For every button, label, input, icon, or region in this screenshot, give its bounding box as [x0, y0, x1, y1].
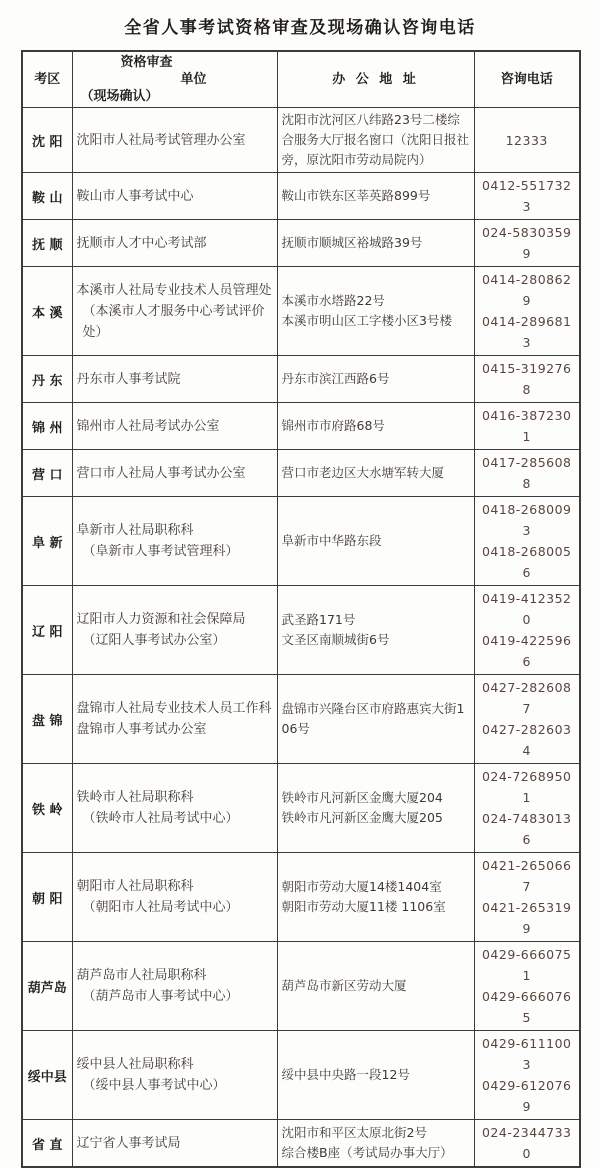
header-phone: 咨询电话	[474, 51, 580, 108]
region-cell: 营 口	[22, 450, 72, 497]
region-cell: 绥中县	[22, 1031, 72, 1120]
cell-line: 0419-4225966	[481, 633, 572, 669]
cell-line: 0429-6120769	[481, 1078, 572, 1114]
cell-line: 抚顺市人才中心考试部	[76, 235, 207, 251]
phone-cell	[474, 220, 580, 267]
address-cell	[277, 942, 474, 1031]
region-cell: 盘 锦	[22, 675, 72, 764]
cell-line: （辽阳人事考试办公室）	[82, 633, 226, 648]
page-title: 全省人事考试资格审查及现场确认咨询电话	[124, 18, 476, 38]
table-body	[22, 108, 580, 1168]
address-cell	[277, 450, 474, 497]
header-unit-line2: 单位	[180, 72, 207, 87]
cell-line: 0417-2856088	[481, 455, 572, 491]
unit-cell	[72, 173, 277, 220]
unit-cell	[72, 764, 277, 853]
header-unit-line3: （现场确认）	[80, 89, 159, 104]
cell-line: 朝阳市人社局职称科	[76, 879, 194, 894]
phone-cell	[474, 356, 580, 403]
phone-directory-table	[21, 50, 581, 1168]
unit-cell	[72, 942, 277, 1031]
address-cell	[277, 1120, 474, 1168]
phone-cell	[474, 1031, 580, 1120]
unit-cell	[72, 675, 277, 764]
cell-line: 抚顺市顺城区裕城路39号	[281, 235, 423, 250]
region-cell: 锦 州	[22, 403, 72, 450]
table-row	[22, 356, 580, 403]
cell-line: 阜新市中华路东段	[281, 533, 382, 548]
header-address: 办 公 地 址	[277, 51, 474, 108]
address-cell	[277, 403, 474, 450]
address-cell	[277, 1031, 474, 1120]
phone-cell	[474, 675, 580, 764]
cell-line: 综合楼B座（考试局办事大厅）	[281, 1145, 453, 1160]
cell-line: 文圣区南顺城街6号	[281, 632, 390, 647]
cell-line: （朝阳市人社局考试中心）	[82, 900, 239, 915]
cell-line: （绥中县人事考试中心）	[82, 1078, 226, 1093]
cell-line: （铁岭市人社局考试中心）	[82, 811, 239, 826]
table-row	[22, 675, 580, 764]
cell-line: 0429-6111003	[481, 1036, 572, 1072]
table-row	[22, 586, 580, 675]
region-cell: 沈 阳	[22, 108, 72, 173]
cell-line: 0421-2650667	[481, 858, 572, 894]
unit-cell	[72, 356, 277, 403]
cell-line: 铁岭市凡河新区金鹰大厦205	[281, 810, 443, 825]
cell-line: 0418-2680056	[481, 544, 572, 580]
cell-line: （葫芦岛市人事考试中心）	[82, 989, 239, 1004]
cell-line: 锦州市人社局考试办公室	[76, 418, 220, 434]
phone-cell	[474, 173, 580, 220]
header-unit-line1: 资格审查	[120, 55, 173, 70]
table-row	[22, 173, 580, 220]
phone-cell	[474, 403, 580, 450]
cell-line: 0429-6660765	[481, 989, 572, 1025]
region-cell: 丹 东	[22, 356, 72, 403]
cell-line: 0412-5517323	[481, 178, 572, 214]
table-row	[22, 267, 580, 356]
table-row	[22, 1120, 580, 1168]
table-row	[22, 1031, 580, 1120]
address-cell	[277, 764, 474, 853]
region-cell: 辽 阳	[22, 586, 72, 675]
unit-cell	[72, 497, 277, 586]
cell-line: 12333	[505, 132, 548, 148]
unit-cell	[72, 853, 277, 942]
cell-line: 0421-2653199	[481, 900, 572, 936]
phone-cell	[474, 853, 580, 942]
region-cell: 省 直	[22, 1120, 72, 1168]
header-region: 考区	[22, 51, 72, 108]
unit-cell	[72, 108, 277, 173]
cell-line: 沈阳市人社局考试管理办公室	[76, 132, 246, 148]
table-row	[22, 403, 580, 450]
cell-line: 绥中县中央路一段12号	[281, 1067, 410, 1082]
table-row	[22, 942, 580, 1031]
unit-cell	[72, 450, 277, 497]
cell-line: 本溪市明山区工字楼小区3号楼	[281, 313, 452, 328]
address-cell	[277, 675, 474, 764]
address-cell	[277, 220, 474, 267]
cell-line: 0427-2826034	[481, 722, 572, 758]
phone-cell	[474, 1120, 580, 1168]
cell-line: 阜新市人社局职称科	[76, 523, 194, 538]
cell-line: 0418-2680093	[481, 502, 572, 538]
cell-line: 丹东市滨江西路6号	[281, 371, 390, 386]
cell-line: 葫芦岛市人社局职称科	[76, 968, 207, 983]
cell-line: 鞍山市铁东区莘英路899号	[281, 188, 431, 203]
unit-cell	[72, 1120, 277, 1168]
phone-cell	[474, 267, 580, 356]
unit-cell	[72, 220, 277, 267]
phone-cell	[474, 497, 580, 586]
cell-line: 024-72689501	[481, 769, 572, 805]
cell-line: 本溪市水塔路22号	[281, 293, 385, 308]
table-row	[22, 450, 580, 497]
unit-cell	[72, 403, 277, 450]
table-row	[22, 220, 580, 267]
region-cell: 阜 新	[22, 497, 72, 586]
cell-line: 024-58303599	[481, 225, 572, 261]
cell-line: 辽宁省人事考试局	[76, 1135, 181, 1151]
region-cell: 葫芦岛	[22, 942, 72, 1031]
cell-line: （本溪市人才服务中心考试评价处）	[82, 303, 265, 340]
phone-cell	[474, 450, 580, 497]
cell-line: 葫芦岛市新区劳动大厦	[281, 978, 407, 993]
cell-line: 沈阳市和平区太原北街2号	[281, 1125, 427, 1140]
region-cell: 本 溪	[22, 267, 72, 356]
cell-line: 0415-3192768	[481, 361, 572, 397]
address-cell	[277, 108, 474, 173]
cell-line: 0414-2896813	[481, 314, 572, 350]
unit-cell	[72, 267, 277, 356]
cell-line: 武圣路171号	[281, 612, 356, 627]
address-cell	[277, 586, 474, 675]
table-row	[22, 764, 580, 853]
region-cell: 铁 岭	[22, 764, 72, 853]
cell-line: 营口市老边区大水塘军转大厦	[281, 465, 445, 480]
table-header	[22, 51, 580, 108]
cell-line: 本溪市人社局专业技术人员管理处	[76, 282, 272, 298]
cell-line: 0429-6660751	[481, 947, 572, 983]
cell-line: 0416-3872301	[481, 408, 572, 444]
address-cell	[277, 853, 474, 942]
cell-line: 朝阳市劳动大厦11楼 1106室	[281, 899, 446, 914]
cell-line: 024-74830136	[481, 811, 572, 847]
cell-line: 营口市人社局人事考试办公室	[76, 465, 246, 481]
region-cell: 朝 阳	[22, 853, 72, 942]
table-row	[22, 108, 580, 173]
unit-cell	[72, 1031, 277, 1120]
cell-line: 0427-2826087	[481, 680, 572, 716]
phone-cell	[474, 764, 580, 853]
phone-cell	[474, 108, 580, 173]
address-cell	[277, 356, 474, 403]
address-cell	[277, 173, 474, 220]
cell-line: 铁岭市人社局职称科	[76, 790, 194, 805]
address-cell	[277, 497, 474, 586]
cell-line: 024-23447330	[481, 1125, 572, 1161]
header-unit	[72, 51, 277, 108]
address-cell	[277, 267, 474, 356]
cell-line: 铁岭市凡河新区金鹰大厦204	[281, 790, 443, 805]
cell-line: 盘锦市人社局专业技术人员工作科	[76, 701, 272, 716]
cell-line: 鞍山市人事考试中心	[76, 188, 194, 204]
cell-line: 0419-4123520	[481, 591, 572, 627]
phone-cell	[474, 942, 580, 1031]
cell-line: 沈阳市沈河区八纬路23号二楼综合服务大厅报名窗口（沈阳日报社旁，原沈阳市劳动局院内）	[281, 112, 470, 167]
region-cell: 鞍 山	[22, 173, 72, 220]
cell-line: （阜新市人事考试管理科）	[82, 544, 239, 559]
cell-line: 绥中县人社局职称科	[76, 1057, 194, 1072]
cell-line: 辽阳市人力资源和社会保障局	[76, 612, 246, 627]
unit-cell	[72, 586, 277, 675]
cell-line: 朝阳市劳动大厦14楼1404室	[281, 879, 442, 894]
cell-line: 丹东市人事考试院	[76, 371, 181, 387]
table-row	[22, 497, 580, 586]
cell-line: 盘锦市人事考试办公室	[76, 722, 207, 737]
table-row	[22, 853, 580, 942]
header-row	[22, 51, 580, 108]
cell-line: 锦州市市府路68号	[281, 418, 385, 433]
cell-line: 0414-2808629	[481, 272, 572, 308]
cell-line: 盘锦市兴隆台区市府路惠宾大街106号	[281, 701, 465, 736]
phone-cell	[474, 586, 580, 675]
region-cell: 抚 顺	[22, 220, 72, 267]
